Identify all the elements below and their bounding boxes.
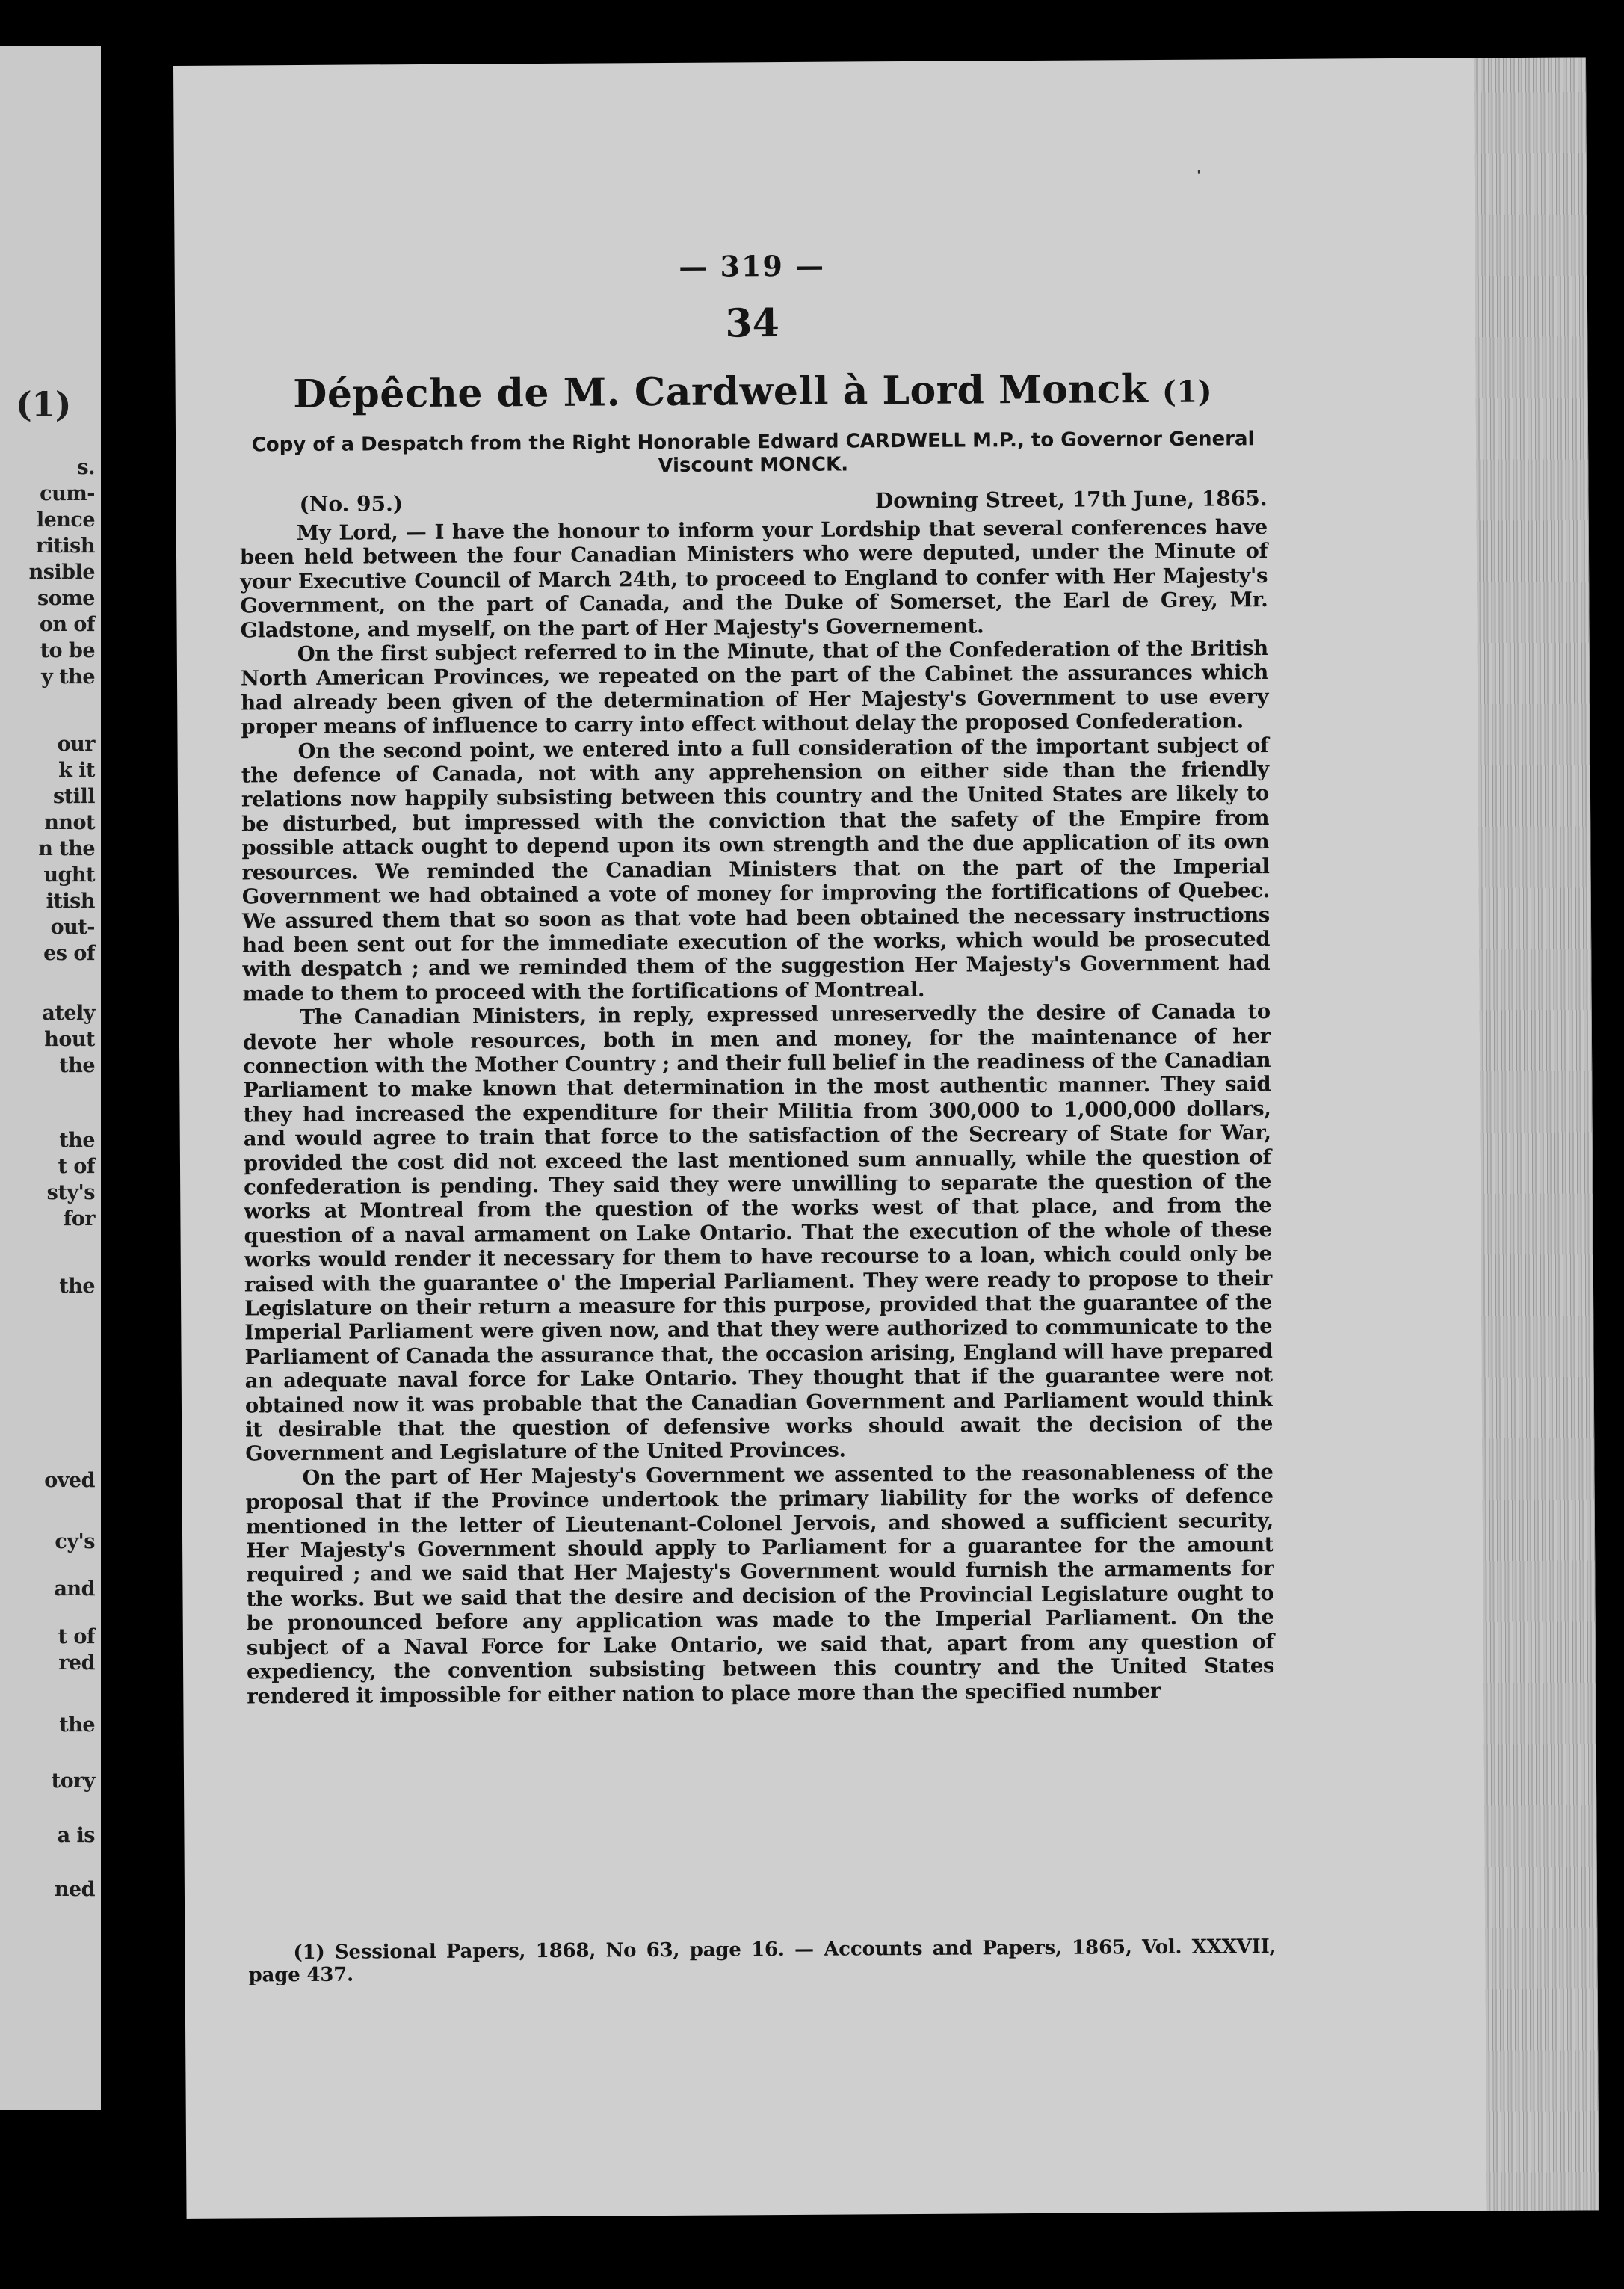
despatch-header	[239, 486, 1267, 517]
page-number: — 319 —	[679, 248, 826, 283]
left-page-fragment: ned	[54, 1878, 95, 1901]
scan-speck	[1198, 170, 1200, 174]
left-page-fragment: a is	[57, 1824, 95, 1847]
left-page-fragment: the	[59, 1129, 95, 1152]
left-page-fragment: tory	[51, 1769, 95, 1793]
left-facing-page	[0, 46, 101, 2110]
left-page-fragment: k it	[58, 759, 95, 782]
footnote: (1) Sessional Papers, 1868, No 63, page 16. — Accounts and Papers, 1865, Vol. XXXVII, page 437.	[248, 1935, 1276, 1987]
left-page-fragment: for	[63, 1207, 95, 1230]
left-page-fragment: our	[57, 733, 95, 756]
left-page-fragment: ritish	[35, 534, 95, 558]
left-page-fragment: oved	[44, 1469, 95, 1492]
left-page-fragment: y the	[41, 665, 95, 688]
document-number: 34	[725, 301, 779, 347]
paragraph: On the first subject referred to in the Minute, that of the Confederation of the British North American Provinces, we repeated on the part of the Cabinet the assurances which had already been given of the determination of Her Majesty's Government to use every proper means of influence to carry into effect without delay the proposed Confederation.	[240, 636, 1269, 739]
document-title-text: Dépêche de M. Cardwell à Lord Monck	[293, 366, 1149, 418]
left-page-fragment: s.	[77, 456, 95, 479]
title-footnote-marker: (1)	[1161, 374, 1213, 410]
left-page-fragment: hout	[44, 1028, 95, 1051]
paragraph: The Canadian Ministers, in reply, expressed unreservedly the desire of Canada to devote her whole resources, both in men and money, for the maintenance of her connection with the Mother Country ; and their full belief in the readiness of the Canadian Parliament to make known that determination in the most authentic manner. They said they had increased the expenditure for their Militia from 300,000 to 1,000,000 dollars, and would agree to train that force to the satisfaction of the Secreary of State for War, provided the cost did not exceed the last mentioned sum annually, while the question of confederation is pending. They said they were unwilling to separate the question of the works at Montreal from the question of the works west of that place, and from the question of a naval armament on Lake Ontario. That the execution of the whole of these works would render it necessary for them to have recourse to a loan, which could only be raised with the guarantee o' the Imperial Parliament. They were ready to propose to their Legislature on their return a measure for this purpose, provided that the guarantee of the Imperial Parliament were given now, and that they were authorized to communicate to the Parliament of Canada the assurance that, the occasion arising, England will have prepared an adequate naval force for Lake Ontario. They thought that if the guarantee were not obtained now it was probable that the Canadian Government and Parliament would think it desirable that the question of defensive works should await the decision of the Government and Legislature of the United Provinces.	[242, 999, 1273, 1466]
document-title	[239, 366, 1267, 417]
left-page-fragment: nnot	[44, 811, 95, 834]
left-page-fragment: the	[59, 1275, 95, 1298]
left-page-fragment: the	[59, 1054, 95, 1077]
left-page-fragment: the	[59, 1713, 95, 1737]
despatch-number: (No. 95.)	[299, 491, 404, 517]
left-page-fragment: t of	[58, 1155, 95, 1178]
document-page	[173, 57, 1599, 2218]
paragraph: On the part of Her Majesty's Government we assented to the reasonableness of the proposal that if the Province undertook the primary liability for the works of defence mentioned in the letter of Lieutenant-Colonel Jervois, and showed a sufficient security, Her Majesty's Government should apply to Parliament for a guarantee for the amount required ; and we said that Her Majesty's Government would furnish the armaments for the works. But we said that the desire and decision of the Provincial Legislature ought to be pronounced before any application was made to the Imperial Parliament. On the subject of a Naval Force for Lake Ontario, we said that, apart from any question of expediency, the convention subsisting between this country and the United States rendered it impossible for either nation to place more than the specified number	[245, 1459, 1275, 1708]
left-page-fragment: es of	[43, 942, 95, 965]
left-page-fragment: out-	[50, 916, 95, 939]
left-page-fragment: on of	[39, 613, 95, 636]
despatch-place-date: Downing Street, 17th June, 1865.	[874, 486, 1268, 514]
left-page-fragment: to be	[40, 639, 95, 662]
left-page-fragment: red	[58, 1651, 95, 1675]
paragraph: On the second point, we entered into a full consideration of the important subject of the defence of Canada, not with any apprehension on either side than the friendly relations now happily subsisting between this country and the United States are likely to be disturbed, but impressed with the conviction that the safety of the Empire from possible attack ought to depend upon its own strength and the due application of its own resources. We reminded the Canadian Ministers that on the part of the Imperial Government we had obtained a vote of money for improving the fortifications of Quebec. We assured them that so soon as that vote had been obtained the necessary instructions had been sent out for the immediate execution of the works, which would be prosecuted with despatch ; and we reminded them of the suggestion Her Majesty's Government had made to them to proceed with the fortifications of Montreal.	[241, 733, 1271, 1006]
left-page-fragment: some	[37, 587, 95, 610]
left-page-footnote-marker: (1)	[15, 384, 71, 425]
left-page-fragment: cum-	[40, 482, 95, 505]
left-page-fragment: n the	[38, 837, 95, 860]
left-page-fragment: still	[53, 785, 95, 808]
left-page-fragment: nsible	[28, 561, 95, 584]
left-page-fragment: cy's	[55, 1530, 95, 1553]
left-page-fragment: t of	[58, 1625, 95, 1648]
left-page-fragment: ately	[42, 1002, 95, 1025]
page-content	[238, 246, 1275, 1708]
left-page-fragment: lence	[36, 508, 95, 532]
document-subtitle: Copy of a Despatch from the Right Honorable Edward CARDWELL M.P., to Governor General Viscount MONCK.	[251, 428, 1255, 478]
paragraph: My Lord, — I have the honour to inform your Lordship that several conferences have been held between the four Canadian Ministers who were deputed, under the Minute of your Executive Council of March 24th, to proceed to England to confer with Her Majesty's Government, on the part of Canada, and the Duke of Somerset, the Earl de Grey, Mr. Gladstone, and myself, on the part of Her Majesty's Governement.	[239, 515, 1268, 643]
page-edge-shading	[1474, 57, 1599, 2211]
left-page-fragment: ught	[43, 863, 95, 887]
left-page-fragment: and	[54, 1577, 95, 1601]
left-page-fragment: itish	[46, 890, 95, 913]
left-page-fragment: sty's	[46, 1181, 95, 1204]
